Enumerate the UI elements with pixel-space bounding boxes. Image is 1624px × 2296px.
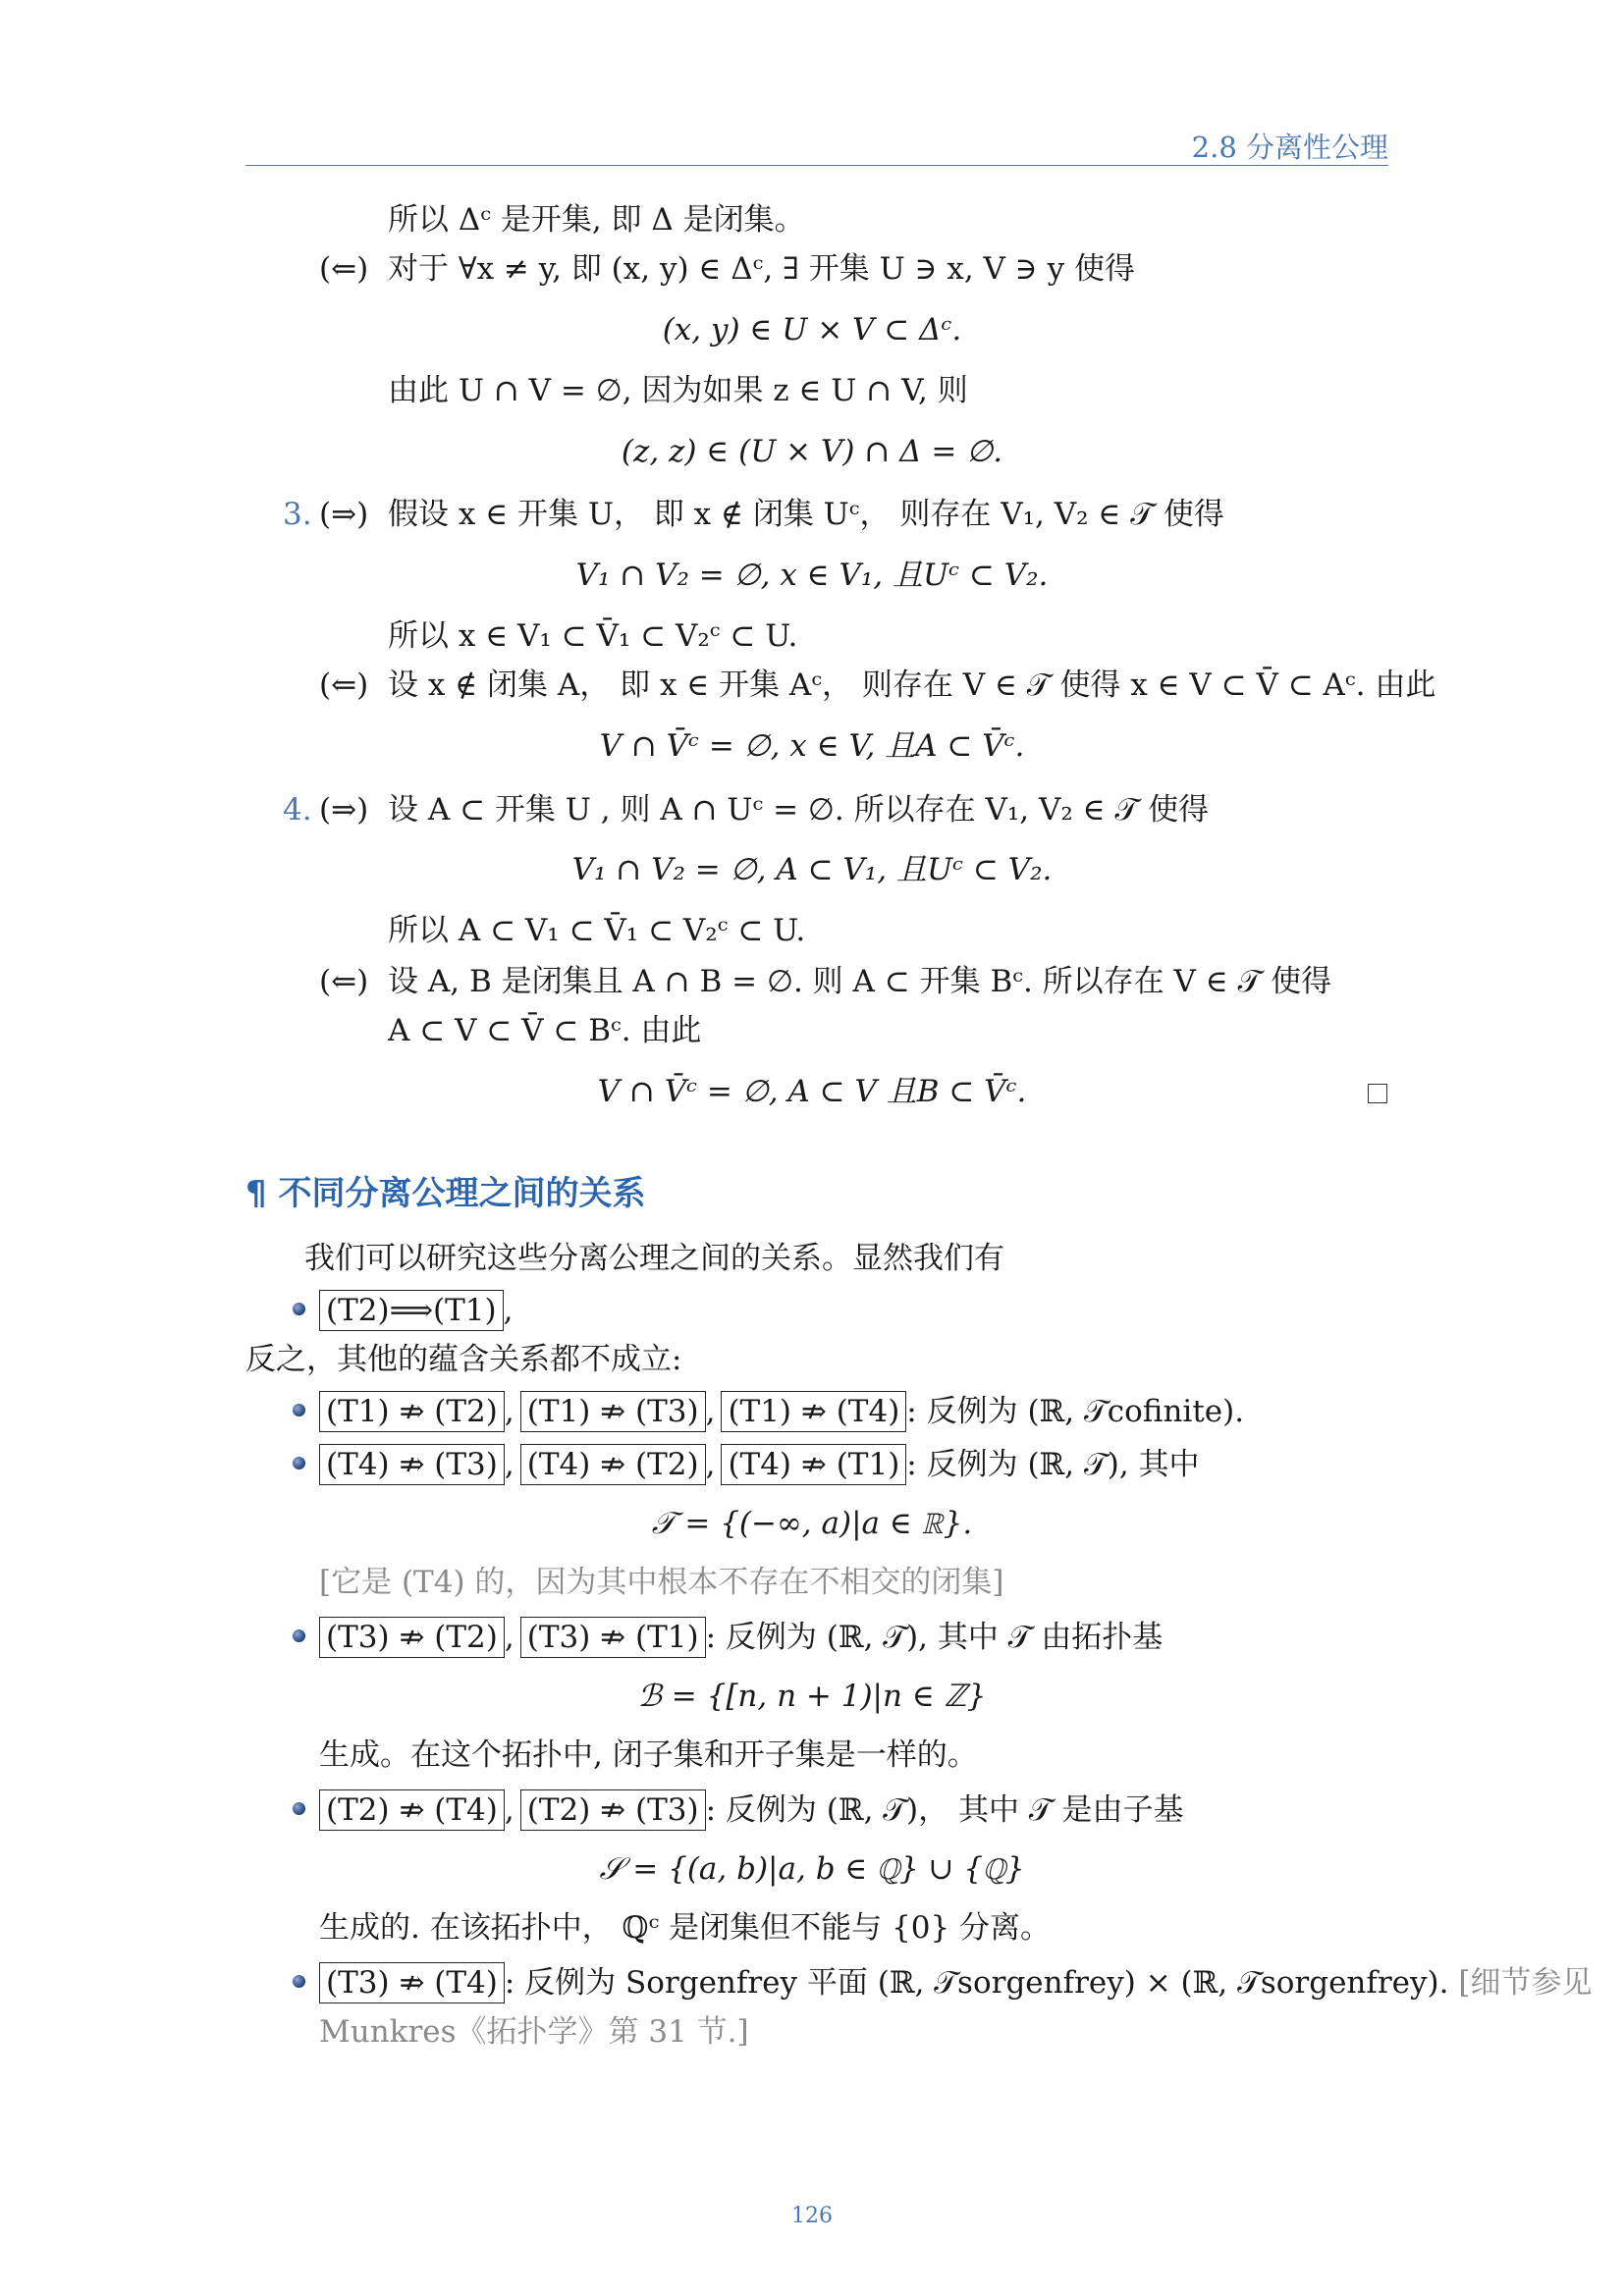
display-equation: 𝒮 = {(a, b)|a, b ∈ ℚ} ∪ {ℚ} xyxy=(599,1851,1025,1887)
bullet-icon xyxy=(293,1802,305,1815)
proof-line: 设 A, B 是闭集且 A ∩ B = ∅. 则 A ⊂ 开集 Bᶜ. 所以存在 V ∈ 𝒯 使得 xyxy=(388,964,1332,999)
paragraph: 生成。在这个拓扑中, 闭子集和开子集是一样的。 xyxy=(319,1737,978,1773)
item-number: 4. xyxy=(283,792,312,828)
direction-label: (⇐) xyxy=(319,964,369,999)
proof-line: 对于 ∀x ≠ y, 即 (x, y) ∈ Δᶜ, ∃ 开集 U ∋ x, V ∋ y 使得 xyxy=(388,251,1135,287)
direction-label: (⇒) xyxy=(319,497,369,532)
display-equation: 𝒯 = {(−∞, a)|a ∈ ℝ}. xyxy=(651,1506,973,1541)
implication-box: (T1) ⇏ (T3) xyxy=(520,1391,706,1432)
bullet-icon xyxy=(293,1457,305,1469)
display-equation: ℬ = {[n, n + 1)|n ∈ ℤ} xyxy=(637,1679,987,1714)
qed-symbol xyxy=(1368,1084,1387,1103)
implication-item: (T2)⟹(T1) , xyxy=(319,1290,513,1331)
proof-line: 由此 U ∩ V = ∅, 因为如果 z ∈ U ∩ V, 则 xyxy=(388,373,968,408)
implication-item: (T3) ⇏ (T2) , (T3) ⇏ (T1) : 反例为 (ℝ, 𝒯), 其中 𝒯 由拓扑基 xyxy=(319,1617,1163,1658)
direction-label: (⇐) xyxy=(319,251,369,287)
display-equation: V₁ ∩ V₂ = ∅, x ∈ V₁, 且Uᶜ ⊂ V₂. xyxy=(575,558,1049,593)
remark: [它是 (T4) 的，因为其中根本不存在不相交的闭集] xyxy=(319,1565,1004,1600)
implication-item: (T4) ⇏ (T3) , (T4) ⇏ (T2) , (T4) ⇏ (T1) : 反例为 (ℝ, 𝒯), 其中 xyxy=(319,1444,1200,1485)
header-rule xyxy=(245,165,1388,166)
item-number: 3. xyxy=(283,497,312,532)
proof-line: 设 A ⊂ 开集 U , 则 A ∩ Uᶜ = ∅. 所以存在 V₁, V₂ ∈ 𝒯 使得 xyxy=(388,792,1210,828)
bullet-icon xyxy=(293,1629,305,1642)
implication-item: (T3) ⇏ (T4) : 反例为 Sorgenfrey 平面 (ℝ, 𝒯sorgenfrey) × (ℝ, 𝒯sorgenfrey). [细节参见 xyxy=(319,1962,1592,2003)
implication-box: (T1) ⇏ (T2) xyxy=(319,1391,505,1432)
implication-box: (T4) ⇏ (T2) xyxy=(520,1444,706,1485)
implication-box: (T4) ⇏ (T3) xyxy=(319,1444,505,1485)
display-equation: (x, y) ∈ U × V ⊂ Δᶜ. xyxy=(662,312,962,347)
remark: Munkres《拓扑学》第 31 节.] xyxy=(319,2014,749,2050)
display-equation: V ∩ V̄ᶜ = ∅, A ⊂ V 且B ⊂ V̄ᶜ. xyxy=(597,1074,1027,1109)
display-equation: V₁ ∩ V₂ = ∅, A ⊂ V₁, 且Uᶜ ⊂ V₂. xyxy=(571,852,1053,887)
proof-line: 所以 x ∈ V₁ ⊂ V̄₁ ⊂ V₂ᶜ ⊂ U. xyxy=(388,618,798,654)
bullet-icon xyxy=(293,1404,305,1416)
implication-item: (T2) ⇏ (T4) , (T2) ⇏ (T3) : 反例为 (ℝ, 𝒯)， 其中 𝒯 是由子基 xyxy=(319,1789,1183,1831)
page-number: 126 xyxy=(791,2204,833,2228)
proof-line: A ⊂ V ⊂ V̄ ⊂ Bᶜ. 由此 xyxy=(388,1013,702,1048)
implication-box: (T4) ⇏ (T1) xyxy=(721,1444,906,1485)
remark: [细节参见 xyxy=(1458,1965,1593,2001)
implication-box: (T2) ⇏ (T3) xyxy=(520,1789,706,1831)
implication-box: (T3) ⇏ (T1) xyxy=(520,1617,706,1658)
implication-box: (T3) ⇏ (T2) xyxy=(319,1617,505,1658)
display-equation: (z, z) ∈ (U × V) ∩ Δ = ∅. xyxy=(621,434,1003,469)
display-equation: V ∩ V̄ᶜ = ∅, x ∈ V, 且A ⊂ V̄ᶜ. xyxy=(599,728,1025,764)
implication-box: (T2) ⇏ (T4) xyxy=(319,1789,505,1831)
implication-box: (T1) ⇏ (T4) xyxy=(721,1391,906,1432)
paragraph: 我们可以研究这些分离公理之间的关系。显然我们有 xyxy=(304,1241,1004,1276)
proof-line: 所以 Δᶜ 是开集, 即 Δ 是闭集。 xyxy=(388,202,805,238)
paragraph: 生成的. 在该拓扑中， ℚᶜ 是闭集但不能与 {0} 分离。 xyxy=(319,1910,1052,1946)
proof-line: 所以 A ⊂ V₁ ⊂ V̄₁ ⊂ V₂ᶜ ⊂ U. xyxy=(388,913,806,948)
implication-box: (T3) ⇏ (T4) xyxy=(319,1962,505,2003)
bullet-icon xyxy=(293,1975,305,1988)
bullet-icon xyxy=(293,1303,305,1315)
proof-line: 假设 x ∈ 开集 U， 即 x ∉ 闭集 Uᶜ， 则存在 V₁, V₂ ∈ 𝒯 使得 xyxy=(388,497,1224,532)
implication-item: (T1) ⇏ (T2) , (T1) ⇏ (T3) , (T1) ⇏ (T4) : 反例为 (ℝ, 𝒯cofinite). xyxy=(319,1391,1244,1432)
direction-label: (⇒) xyxy=(319,792,369,828)
implication-box: (T2)⟹(T1) xyxy=(319,1290,504,1331)
paragraph: 反之，其他的蕴含关系都不成立: xyxy=(245,1342,682,1377)
section-heading: ¶ 不同分离公理之间的关系 xyxy=(245,1174,646,1213)
direction-label: (⇐) xyxy=(319,667,369,703)
running-header: 2.8 分离性公理 xyxy=(1191,131,1388,164)
proof-line: 设 x ∉ 闭集 A， 即 x ∈ 开集 Aᶜ， 则存在 V ∈ 𝒯 使得 x ∈ V ⊂ V̄ ⊂ Aᶜ. 由此 xyxy=(388,667,1436,703)
